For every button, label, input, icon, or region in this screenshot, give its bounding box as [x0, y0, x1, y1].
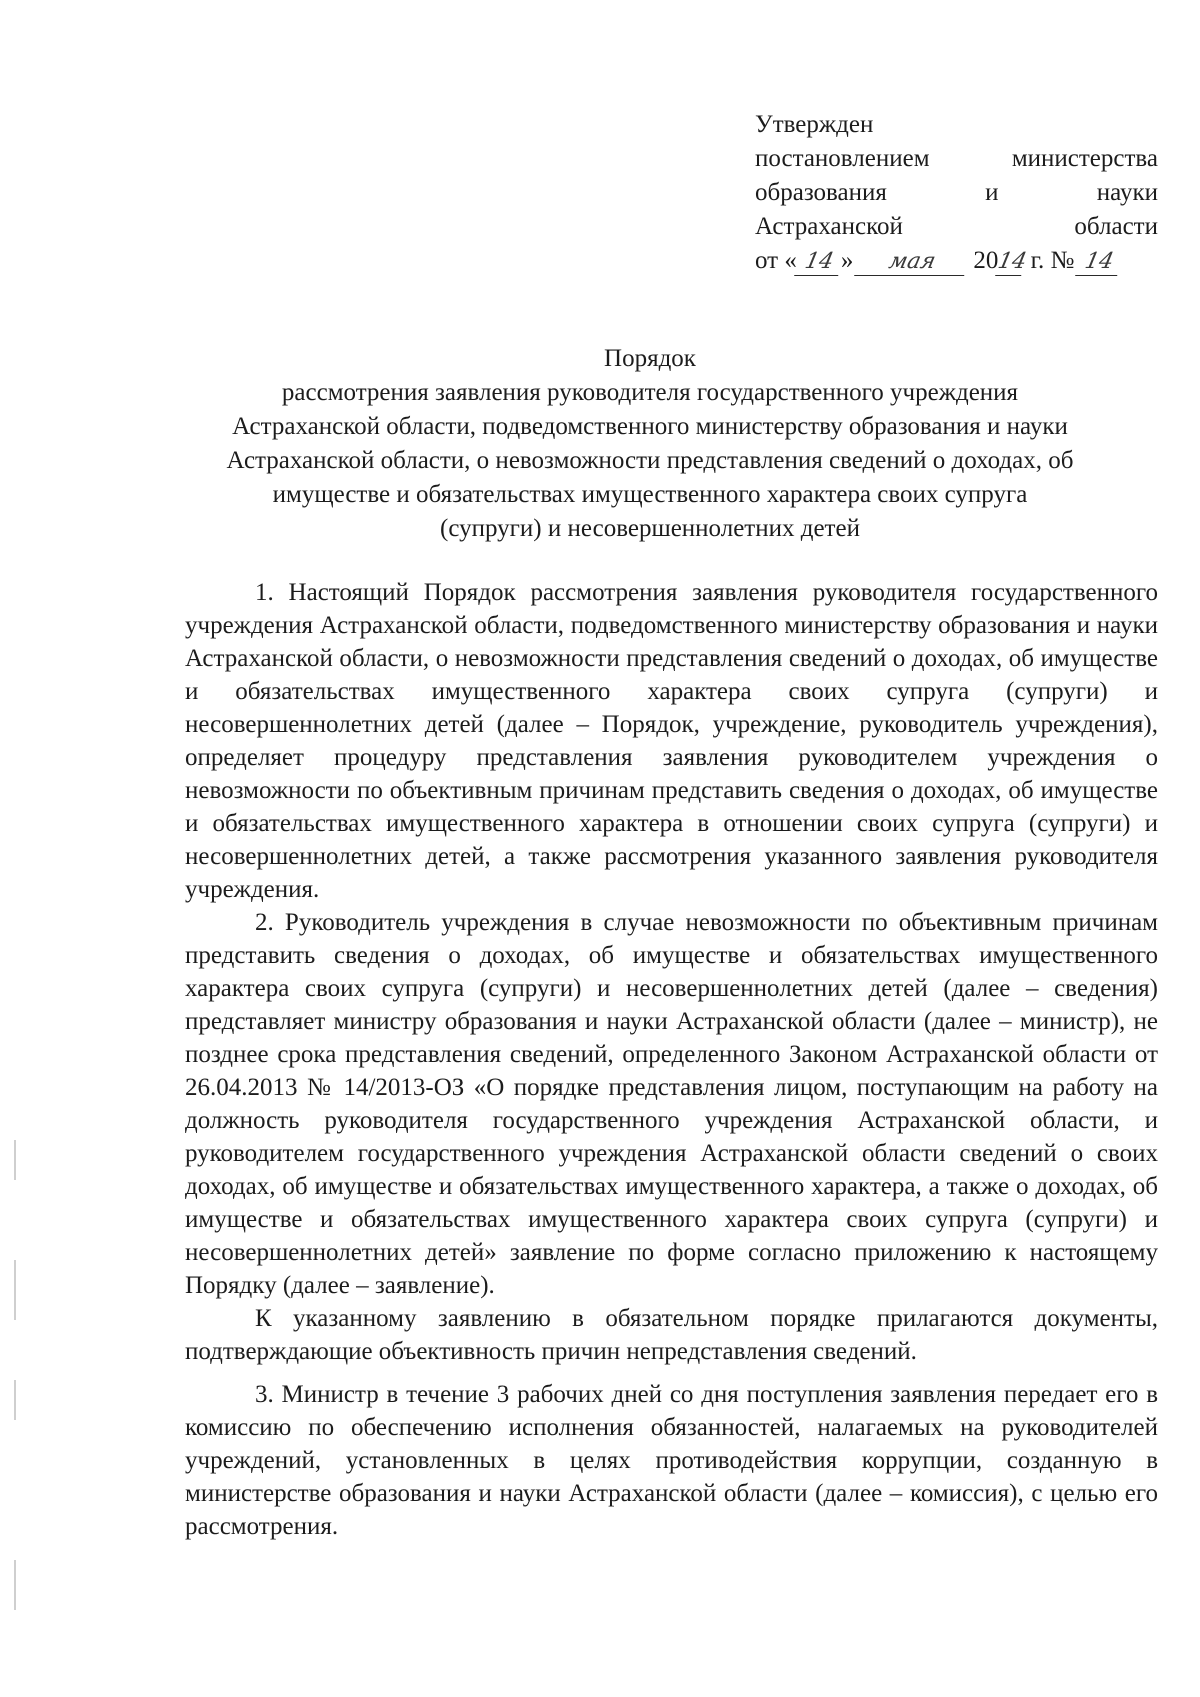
scan-speck — [14, 1380, 16, 1420]
date-g-number: г. № — [1024, 247, 1075, 274]
paragraph-2: 2. Руководитель учреждения в случае невозможности по объективным причинам представить сведения о доходах, об имуществе и обязательствах имущественного характера своих супруга (супруги) и несовершеннолетних детей (далее – сведения) представляет министру образования и науки Астраханской области (далее – министр), не позднее срока представления сведений, определенного Законом Астраханской области от 26.04.2013 № 14/2013-ОЗ «О порядке представления лицом, поступающим на работу на должность руководителя государственного учреждения Астраханской области, и руководителем государственного учреждения Астраханской области сведений о своих доходах, об имуществе и обязательствах имущественного характера, а также о доходах, об имуществе и обязательствах имущественного характера своих супруга (супруги) и несовершеннолетних детей» заявление по форме согласно приложению к настоящему Порядку (далее – заявление). — [185, 909, 1158, 1299]
scan-speck — [14, 1140, 16, 1180]
approval-word: области — [1074, 213, 1158, 240]
approval-line-4 — [755, 210, 1158, 244]
approval-word: и — [985, 179, 999, 206]
approval-date-line — [755, 244, 1158, 278]
title-line: Астраханской области, о невозможности представления сведений о доходах, об — [226, 447, 1074, 474]
approval-block — [755, 108, 1158, 278]
document-body — [185, 576, 1158, 1543]
date-prefix: от « — [755, 247, 797, 274]
approval-word: министерства — [1011, 145, 1158, 172]
handwritten-number: 14 — [1076, 249, 1124, 276]
scan-speck — [14, 1560, 16, 1610]
date-year-prefix: 20 — [973, 247, 999, 274]
approval-word: науки — [1096, 179, 1158, 206]
approval-line-2 — [755, 142, 1158, 176]
document-title — [150, 342, 1150, 546]
title-heading: Порядок — [604, 345, 696, 372]
handwritten-year: 14 — [995, 249, 1030, 274]
title-line: Астраханской области, подведомственного министерству образования и науки — [232, 413, 1068, 440]
title-line: (супруги) и несовершеннолетних детей — [440, 515, 860, 542]
title-line: рассмотрения заявления руководителя государственного учреждения — [281, 379, 1019, 406]
title-line: имуществе и обязательствах имущественного характера своих супруга — [272, 481, 1028, 508]
handwritten-day: 14 — [794, 249, 844, 276]
approval-line-3 — [755, 176, 1158, 210]
approval-line-1: Утвержден — [755, 111, 874, 138]
scan-speck — [14, 1260, 16, 1320]
date-quote-close: » — [840, 247, 854, 274]
handwritten-month: мая — [854, 249, 970, 276]
approval-word: образования — [755, 179, 887, 206]
paragraph-4: 3. Министр в течение 3 рабочих дней со дня поступления заявления передает его в комиссию по обеспечению исполнения обязанностей, налагаемых на руководителей учреждений, установленных в целях противодействия коррупции, созданную в министерстве образования и науки Астраханской области (далее – комиссия), с целью его рассмотрения. — [185, 1381, 1158, 1540]
approval-word: постановлением — [755, 145, 930, 172]
paragraph-3: К указанному заявлению в обязательном порядке прилагаются документы, подтверждающие объективность причин непредставления сведений. — [185, 1305, 1158, 1365]
paragraph-1: 1. Настоящий Порядок рассмотрения заявления руководителя государственного учреждения Астраханской области, подведомственного министерству образования и науки Астраханской области, о невозможности представления сведений о доходах, об имуществе и обязательствах имущественного характера своих супруга (супруги) и несовершеннолетних детей (далее – Порядок, учреждение, руководитель учреждения), определяет процедуру представления заявления руководителем учреждения о невозможности по объективным причинам представить сведения о доходах, об имуществе и обязательствах имущественного характера в отношении своих супруга (супруги) и несовершеннолетних детей, а также рассмотрения указанного заявления руководителя учреждения. — [185, 579, 1158, 903]
approval-word: Астраханской — [755, 213, 903, 240]
